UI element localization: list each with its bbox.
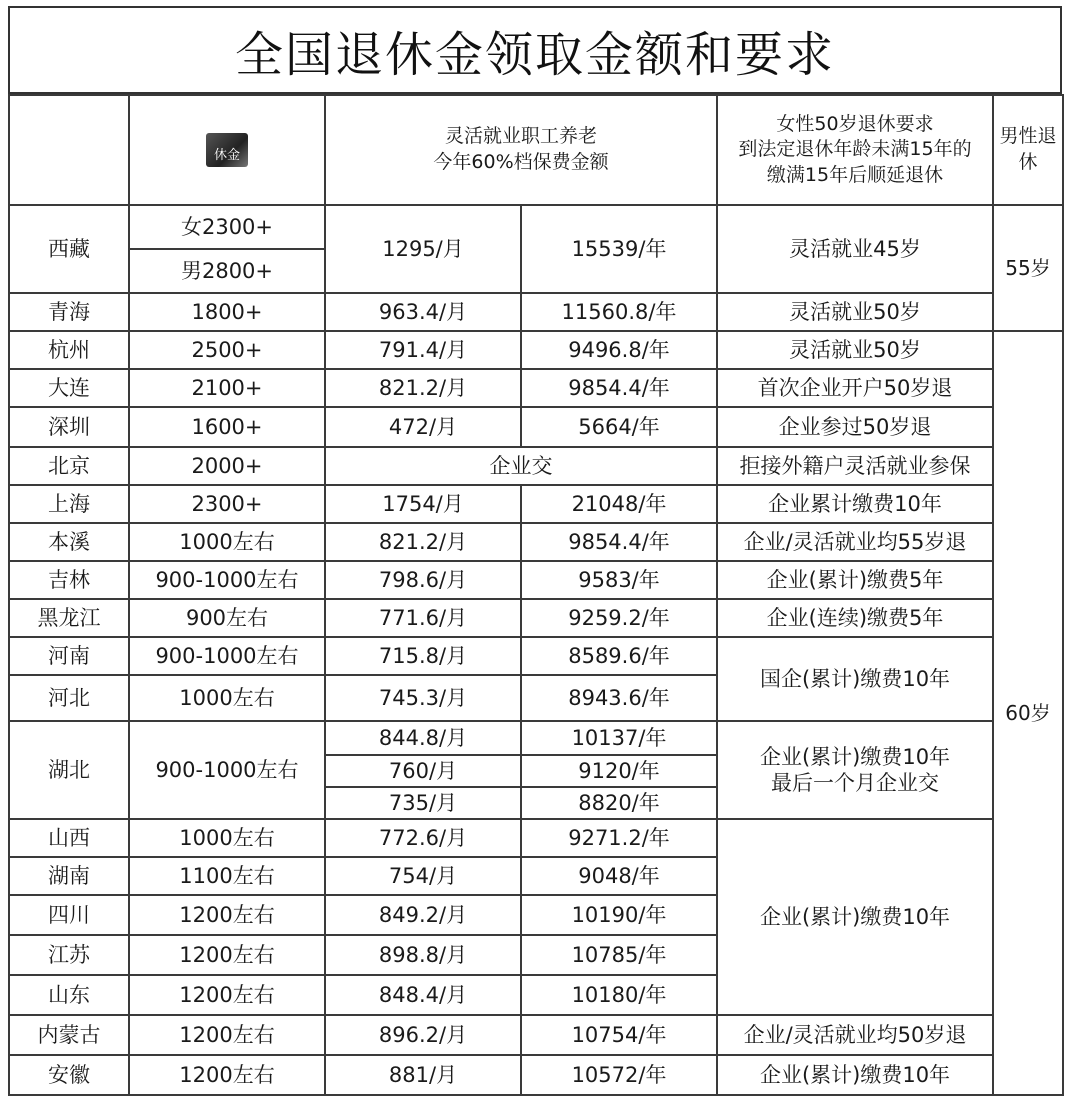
region-cell: 北京 <box>9 447 129 485</box>
female-req-cell: 国企(累计)缴费10年 <box>717 637 993 721</box>
region-cell: 西藏 <box>9 205 129 293</box>
region-cell: 青海 <box>9 293 129 331</box>
yearly-fee-cell: 9271.2/年 <box>521 819 717 857</box>
monthly-fee-cell: 896.2/月 <box>325 1015 521 1055</box>
logo-text: 休金 <box>213 148 240 163</box>
monthly-fee-cell: 821.2/月 <box>325 523 521 561</box>
table-row <box>9 561 1063 599</box>
yearly-fee-cell: 10180/年 <box>521 975 717 1015</box>
monthly-fee-cell: 472/月 <box>325 407 521 447</box>
amount-cell: 1200左右 <box>129 975 325 1015</box>
region-cell: 湖南 <box>9 857 129 895</box>
table-row <box>9 293 1063 331</box>
table-row <box>9 1055 1063 1095</box>
region-cell: 黑龙江 <box>9 599 129 637</box>
header-region-cell <box>9 95 129 205</box>
female-req-cell: 企业(累计)缴费10年 <box>717 819 993 1015</box>
amount-cell: 1000左右 <box>129 523 325 561</box>
header-male-req: 男性退休 <box>993 95 1063 205</box>
female-req-cell: 企业(累计)缴费10年 最后一个月企业交 <box>717 721 993 819</box>
monthly-fee-cell: 754/月 <box>325 857 521 895</box>
monthly-fee-cell: 735/月 <box>325 787 521 819</box>
yearly-fee-cell: 9854.4/年 <box>521 369 717 407</box>
region-cell: 四川 <box>9 895 129 935</box>
region-cell: 杭州 <box>9 331 129 369</box>
yearly-fee-cell: 21048/年 <box>521 485 717 523</box>
yearly-fee-cell: 9120/年 <box>521 755 717 787</box>
yearly-fee-cell: 10137/年 <box>521 721 717 755</box>
table-row <box>9 721 1063 755</box>
region-cell: 上海 <box>9 485 129 523</box>
table-row <box>9 369 1063 407</box>
table-row <box>9 637 1063 675</box>
table-row <box>9 95 1063 205</box>
yearly-fee-cell: 9048/年 <box>521 857 717 895</box>
monthly-fee-cell: 791.4/月 <box>325 331 521 369</box>
female-req-cell: 拒接外籍户灵活就业参保 <box>717 447 993 485</box>
amount-cell: 1600+ <box>129 407 325 447</box>
yearly-fee-cell: 10754/年 <box>521 1015 717 1055</box>
pension-logo-icon <box>206 133 248 167</box>
female-req-cell: 首次企业开户50岁退 <box>717 369 993 407</box>
region-cell: 湖北 <box>9 721 129 819</box>
yearly-fee-cell: 15539/年 <box>521 205 717 293</box>
yearly-fee-cell: 9854.4/年 <box>521 523 717 561</box>
table-row <box>9 485 1063 523</box>
monthly-fee-cell: 1295/月 <box>325 205 521 293</box>
amount-cell: 2500+ <box>129 331 325 369</box>
amount-cell: 1800+ <box>129 293 325 331</box>
table-row <box>9 205 1063 249</box>
amount-cell: 男2800+ <box>129 249 325 293</box>
table-row <box>9 407 1063 447</box>
monthly-fee-cell: 760/月 <box>325 755 521 787</box>
merged-fee-cell: 企业交 <box>325 447 717 485</box>
monthly-fee-cell: 849.2/月 <box>325 895 521 935</box>
monthly-fee-cell: 821.2/月 <box>325 369 521 407</box>
monthly-fee-cell: 772.6/月 <box>325 819 521 857</box>
page-title: 全国退休金领取金额和要求 <box>8 6 1062 94</box>
monthly-fee-cell: 1754/月 <box>325 485 521 523</box>
table-row <box>9 1015 1063 1055</box>
region-cell: 山东 <box>9 975 129 1015</box>
region-cell: 江苏 <box>9 935 129 975</box>
table-row <box>9 523 1063 561</box>
yearly-fee-cell: 10190/年 <box>521 895 717 935</box>
monthly-fee-cell: 715.8/月 <box>325 637 521 675</box>
female-req-cell: 灵活就业50岁 <box>717 293 993 331</box>
table-row <box>9 447 1063 485</box>
female-req-cell: 企业参过50岁退 <box>717 407 993 447</box>
female-req-cell: 企业(累计)缴费5年 <box>717 561 993 599</box>
region-cell: 内蒙古 <box>9 1015 129 1055</box>
amount-cell: 1200左右 <box>129 935 325 975</box>
amount-cell: 1200左右 <box>129 895 325 935</box>
region-cell: 河北 <box>9 675 129 721</box>
yearly-fee-cell: 8589.6/年 <box>521 637 717 675</box>
monthly-fee-cell: 745.3/月 <box>325 675 521 721</box>
monthly-fee-cell: 881/月 <box>325 1055 521 1095</box>
amount-cell: 1200左右 <box>129 1015 325 1055</box>
yearly-fee-cell: 8943.6/年 <box>521 675 717 721</box>
female-req-cell: 企业/灵活就业均55岁退 <box>717 523 993 561</box>
male-age-cell: 60岁 <box>993 331 1063 1095</box>
region-cell: 河南 <box>9 637 129 675</box>
amount-cell: 900-1000左右 <box>129 561 325 599</box>
female-req-cell: 灵活就业50岁 <box>717 331 993 369</box>
amount-cell: 1100左右 <box>129 857 325 895</box>
female-req-cell: 企业(累计)缴费10年 <box>717 1055 993 1095</box>
amount-cell: 1000左右 <box>129 675 325 721</box>
yearly-fee-cell: 10785/年 <box>521 935 717 975</box>
region-cell: 大连 <box>9 369 129 407</box>
amount-cell: 1000左右 <box>129 819 325 857</box>
yearly-fee-cell: 9259.2/年 <box>521 599 717 637</box>
monthly-fee-cell: 848.4/月 <box>325 975 521 1015</box>
yearly-fee-cell: 5664/年 <box>521 407 717 447</box>
amount-cell: 1200左右 <box>129 1055 325 1095</box>
monthly-fee-cell: 963.4/月 <box>325 293 521 331</box>
table-row <box>9 599 1063 637</box>
monthly-fee-cell: 771.6/月 <box>325 599 521 637</box>
male-age-cell: 55岁 <box>993 205 1063 331</box>
region-cell: 安徽 <box>9 1055 129 1095</box>
amount-cell: 2000+ <box>129 447 325 485</box>
header-flex-fee: 灵活就业职工养老 今年60%档保费金额 <box>325 95 717 205</box>
monthly-fee-cell: 844.8/月 <box>325 721 521 755</box>
amount-cell: 2100+ <box>129 369 325 407</box>
female-req-cell: 灵活就业45岁 <box>717 205 993 293</box>
amount-cell: 女2300+ <box>129 205 325 249</box>
region-cell: 本溪 <box>9 523 129 561</box>
female-req-cell: 企业(连续)缴费5年 <box>717 599 993 637</box>
header-female-req: 女性50岁退休要求 到法定退休年龄未满15年的 缴满15年后顺延退休 <box>717 95 993 205</box>
pension-table <box>8 94 1064 1096</box>
yearly-fee-cell: 11560.8/年 <box>521 293 717 331</box>
table-row <box>9 819 1063 857</box>
monthly-fee-cell: 898.8/月 <box>325 935 521 975</box>
yearly-fee-cell: 8820/年 <box>521 787 717 819</box>
yearly-fee-cell: 9496.8/年 <box>521 331 717 369</box>
amount-cell: 2300+ <box>129 485 325 523</box>
region-cell: 山西 <box>9 819 129 857</box>
yearly-fee-cell: 9583/年 <box>521 561 717 599</box>
amount-cell: 900-1000左右 <box>129 721 325 819</box>
yearly-fee-cell: 10572/年 <box>521 1055 717 1095</box>
region-cell: 深圳 <box>9 407 129 447</box>
pension-table-sheet <box>8 6 1062 1106</box>
monthly-fee-cell: 798.6/月 <box>325 561 521 599</box>
amount-cell: 900-1000左右 <box>129 637 325 675</box>
table-row <box>9 331 1063 369</box>
region-cell: 吉林 <box>9 561 129 599</box>
female-req-cell: 企业累计缴费10年 <box>717 485 993 523</box>
female-req-cell: 企业/灵活就业均50岁退 <box>717 1015 993 1055</box>
amount-cell: 900左右 <box>129 599 325 637</box>
header-logo-cell <box>129 95 325 205</box>
